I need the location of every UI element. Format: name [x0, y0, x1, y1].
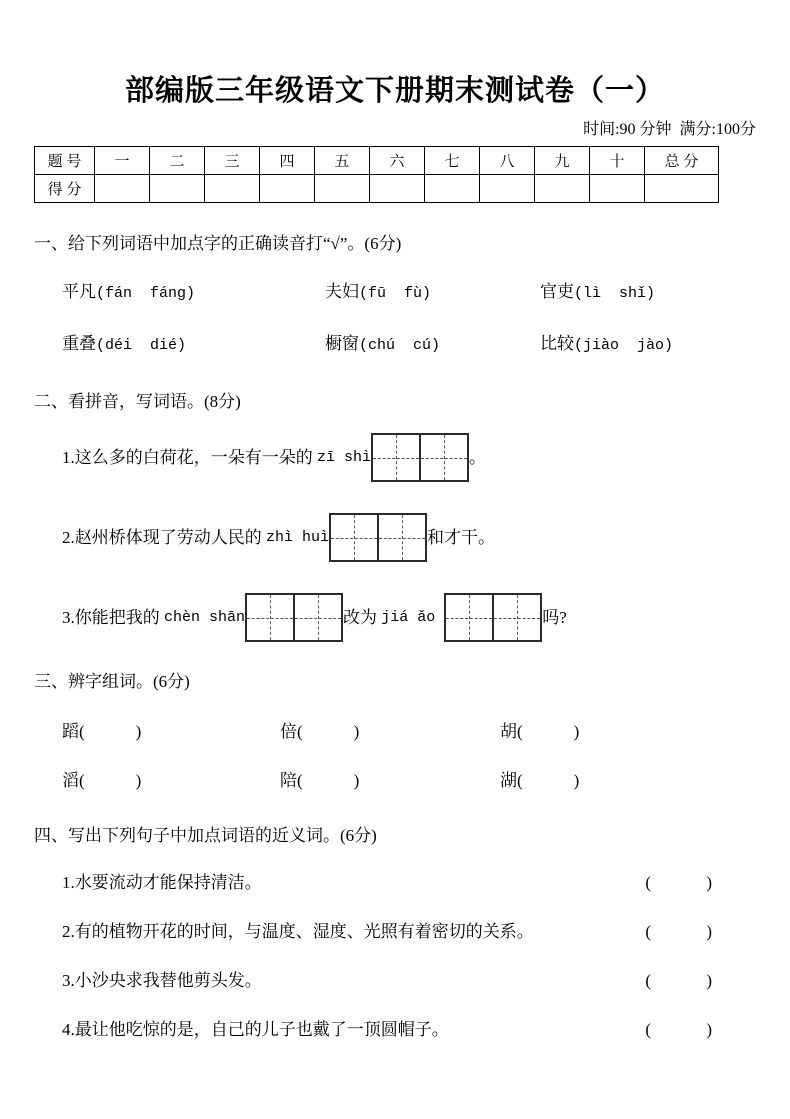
- char-text: 滔: [62, 771, 79, 790]
- word-text: 橱窗: [325, 334, 359, 353]
- char-text: 倍: [280, 722, 297, 741]
- pinyin-text: jiá ǎo: [381, 608, 445, 626]
- pinyin-text: chèn shān: [164, 608, 246, 626]
- grid-cell: [419, 435, 467, 480]
- answer-blank: ( ): [517, 722, 580, 741]
- score-table: [34, 146, 719, 203]
- score-cell: [205, 175, 260, 203]
- char-entry: [62, 770, 280, 792]
- score-cell: [425, 175, 480, 203]
- sentence-text: 和才干。: [427, 527, 496, 547]
- char-entry: [500, 770, 756, 792]
- grid-cell: [247, 595, 293, 640]
- pinyin-options: (déi dié): [96, 337, 187, 354]
- grid-cell: [492, 595, 540, 640]
- char-text: 陪: [280, 771, 297, 790]
- char-entry: [500, 721, 756, 743]
- answer-blank: ( ): [645, 873, 712, 892]
- score-table-header-cell: 八: [480, 147, 535, 175]
- score-table-header-cell: 二: [150, 147, 205, 175]
- section2-item-3: [34, 593, 756, 642]
- sentence-row: [62, 872, 712, 894]
- answer-blank: ( ): [517, 771, 580, 790]
- section4-sentences: [34, 872, 756, 1041]
- sentence-row: [62, 1019, 712, 1041]
- section2-heading: 二、看拼音，写词语。(8分): [34, 392, 241, 411]
- score-cell: [95, 175, 150, 203]
- pinyin-options: (fū fù): [359, 285, 432, 302]
- sentence-text: 1.水要流动才能保持清洁。: [62, 873, 262, 892]
- word-text: 重叠: [62, 334, 96, 353]
- word-entry: [62, 281, 325, 305]
- score-cell: [150, 175, 205, 203]
- char-entry: [280, 721, 500, 743]
- score-cell: [645, 175, 719, 203]
- pinyin-options: (fán fáng): [96, 285, 196, 302]
- score-table-header-cell: 五: [315, 147, 370, 175]
- grid-cell: [377, 515, 425, 560]
- score-cell: [590, 175, 645, 203]
- score-table-header-cell: 四: [260, 147, 315, 175]
- word-entry: [540, 333, 756, 357]
- grid-cell: [446, 595, 492, 640]
- char-text: 胡: [500, 722, 517, 741]
- score-cell: [315, 175, 370, 203]
- word-entry: [325, 281, 540, 305]
- exam-meta: 时间:90 分钟 满分:100分: [583, 121, 756, 138]
- word-text: 官吏: [540, 282, 574, 301]
- section3-words: [34, 721, 756, 792]
- score-table-header-row: [35, 147, 719, 175]
- word-text: 夫妇: [325, 282, 359, 301]
- section3-heading: 三、辨字组词。(6分): [34, 672, 190, 691]
- word-entry: [540, 281, 756, 305]
- page-title: 部编版三年级语文下册期末测试卷（一）: [124, 75, 665, 107]
- sentence-text: 3.你能把我的: [62, 607, 164, 627]
- answer-blank: ( ): [297, 722, 360, 741]
- grid-cell: [331, 515, 377, 560]
- sentence-row: [62, 921, 712, 943]
- score-table-header-cell: 一: [95, 147, 150, 175]
- answer-blank: ( ): [79, 722, 142, 741]
- char-text: 蹈: [62, 722, 79, 741]
- score-row-label: 得 分: [35, 175, 95, 203]
- answer-blank: ( ): [79, 771, 142, 790]
- sentence-text: 1.这么多的白荷花，一朵有一朵的: [62, 447, 317, 467]
- sentence-text: 2.有的植物开花的时间，与温度、湿度、光照有着密切的关系。: [62, 922, 534, 941]
- word-text: 平凡: [62, 282, 96, 301]
- word-entry: [325, 333, 540, 357]
- sentence-text: 改为: [343, 607, 382, 627]
- word-entry: [62, 333, 325, 357]
- char-text: 湖: [500, 771, 517, 790]
- answer-blank: ( ): [645, 922, 712, 941]
- score-cell: [370, 175, 425, 203]
- score-table-header-cell: 题 号: [35, 147, 95, 175]
- writing-grid: [371, 433, 469, 482]
- sentence-text: 3.小沙央求我替他剪头发。: [62, 971, 262, 990]
- score-table-header-cell: 十: [590, 147, 645, 175]
- pinyin-text: zhì huì: [266, 528, 330, 546]
- answer-blank: ( ): [645, 1020, 712, 1039]
- section1-heading: 一、给下列词语中加点字的正确读音打“√”。(6分): [34, 234, 402, 253]
- section1-words: [34, 281, 756, 357]
- sentence-row: [62, 970, 712, 992]
- score-table-header-cell: 七: [425, 147, 480, 175]
- sentence-text: 。: [469, 447, 487, 467]
- score-table-header-cell: 六: [370, 147, 425, 175]
- writing-grid: [329, 513, 427, 562]
- pinyin-options: (jiào jào): [574, 337, 674, 354]
- answer-blank: ( ): [297, 771, 360, 790]
- pinyin-options: (lì shǐ): [574, 285, 656, 302]
- sentence-text: 吗?: [542, 607, 567, 627]
- score-table-score-row: [35, 175, 719, 203]
- grid-cell: [373, 435, 419, 480]
- score-cell: [260, 175, 315, 203]
- score-cell: [480, 175, 535, 203]
- sentence-text: 4.最让他吃惊的是，自己的儿子也戴了一顶圆帽子。: [62, 1020, 449, 1039]
- char-entry: [62, 721, 280, 743]
- score-table-header-cell: 总 分: [645, 147, 719, 175]
- section4-heading: 四、写出下列句子中加点词语的近义词。(6分): [34, 826, 377, 845]
- char-entry: [280, 770, 500, 792]
- grid-cell: [293, 595, 341, 640]
- section2-item-2: [34, 513, 756, 562]
- score-table-header-cell: 九: [535, 147, 590, 175]
- writing-grid: [245, 593, 343, 642]
- section2-item-1: [34, 433, 756, 482]
- word-text: 比较: [540, 334, 574, 353]
- writing-grid: [444, 593, 542, 642]
- pinyin-options: (chú cú): [359, 337, 441, 354]
- pinyin-text: zī shì: [317, 448, 372, 466]
- answer-blank: ( ): [645, 971, 712, 990]
- score-cell: [535, 175, 590, 203]
- score-table-header-cell: 三: [205, 147, 260, 175]
- sentence-text: 2.赵州桥体现了劳动人民的: [62, 527, 266, 547]
